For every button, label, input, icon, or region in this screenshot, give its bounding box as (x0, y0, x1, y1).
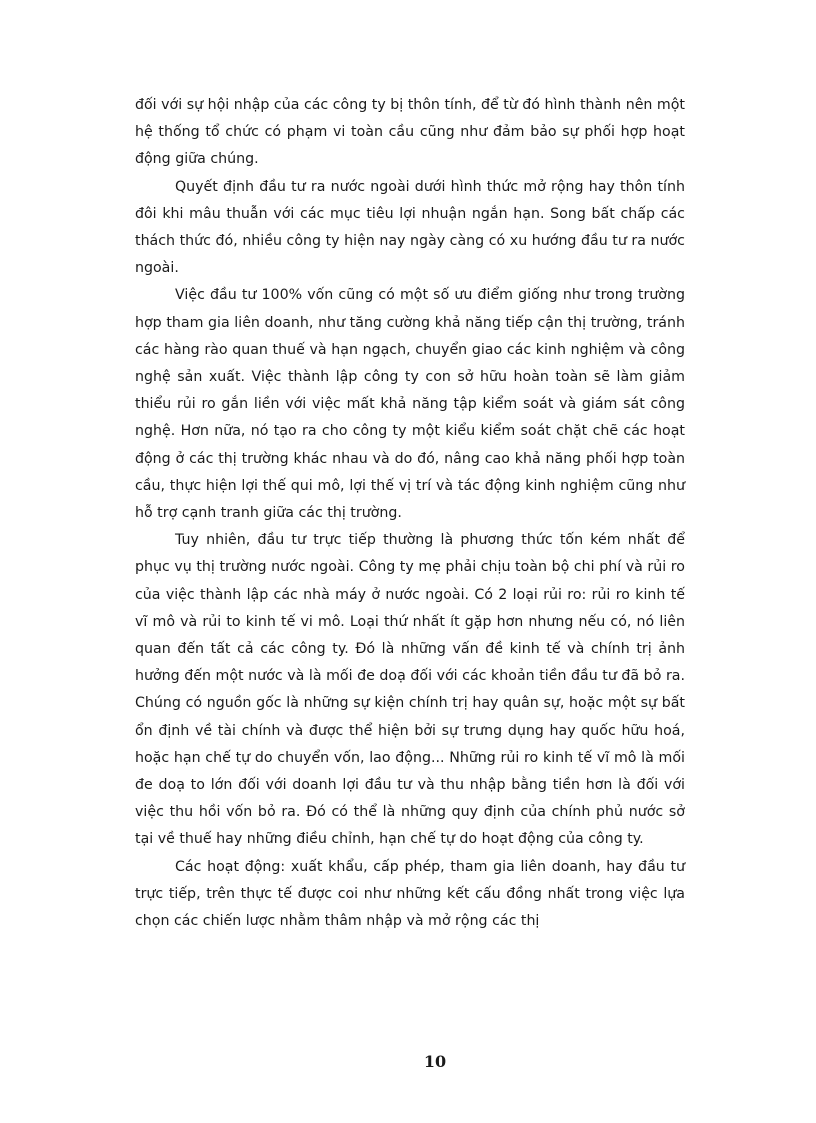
page-number: 10 (423, 1052, 447, 1071)
body-text (135, 92, 685, 935)
paragraph-4: Tuy nhiên, đầu tư trực tiếp thường là phương thức tốn kém nhất để phục vụ thị trường nước ngoài. Công ty mẹ phải chịu toàn bộ chi phí và rủi ro của việc thành lập các nhà máy ở nước ngoài. Có 2 loại rủi ro: rủi ro kinh tế vĩ mô và rủi to kinh tế vi mô. Loại thứ nhất ít gặp hơn nhưng nếu có, nó liên quan đến tất cả các công ty. Đó là những vấn đề kinh tế và chính trị ảnh hưởng đến một nước và là mối đe doạ đối với các khoản tiền đầu tư đã bỏ ra. Chúng có nguồn gốc là những sự kiện chính trị hay quân sự, hoặc một sự bất ổn định về tài chính và được thể hiện bởi sự trưng dụng hay quốc hữu hoá, hoặc hạn chế tự do chuyển vốn, lao động... Những rủi ro kinh tế vĩ mô là mối đe doạ to lớn đối với doanh lợi đầu tư và thu nhập bằng tiền hơn là đối với việc thu hồi vốn bỏ ra. Đó có thể là những quy định của chính phủ nước sở tại về thuế hay những điều chỉnh, hạn chế tự do hoạt động của công ty. (135, 532, 685, 848)
paragraph-2: Quyết định đầu tư ra nước ngoài dưới hình thức mở rộng hay thôn tính đôi khi mâu thuẫn với các mục tiêu lợi nhuận ngắn hạn. Song bất chấp các thách thức đó, nhiều công ty hiện nay ngày càng có xu hướng đầu tư ra nước ngoài. (135, 178, 685, 277)
paragraph-5: Các hoạt động: xuất khẩu, cấp phép, tham gia liên doanh, hay đầu tư trực tiếp, trên thực tế được coi như những kết cấu đồng nhất trong việc lựa chọn các chiến lược nhằm thâm nhập và mở rộng các thị (135, 858, 685, 930)
paragraph-1: đối với sự hội nhập của các công ty bị thôn tính, để từ đó hình thành nên một hệ thống tổ chức có phạm vi toàn cầu cũng như đảm bảo sự phối hợp hoạt động giữa chúng. (135, 97, 685, 168)
paragraph-3: Việc đầu tư 100% vốn cũng có một số ưu điểm giống như trong trường hợp tham gia liên doanh, như tăng cường khả năng tiếp cận thị trường, tránh các hàng rào quan thuế và hạn ngạch, chuyển giao các kinh nghiệm và công nghệ sản xuất. Việc thành lập công ty con sở hữu hoàn toàn sẽ làm giảm thiểu rủi ro gắn liền với việc mất khả năng tập kiểm soát và giám sát công nghệ. Hơn nữa, nó tạo ra cho công ty một kiểu kiểm soát chặt chẽ các hoạt động ở các thị trường khác nhau và do đó, nâng cao khả năng phối hợp toàn cầu, thực hiện lợi thế qui mô, lợi thế vị trí và tác động kinh nghiệm cũng như hỗ trợ cạnh tranh giữa các thị trường. (135, 287, 685, 522)
